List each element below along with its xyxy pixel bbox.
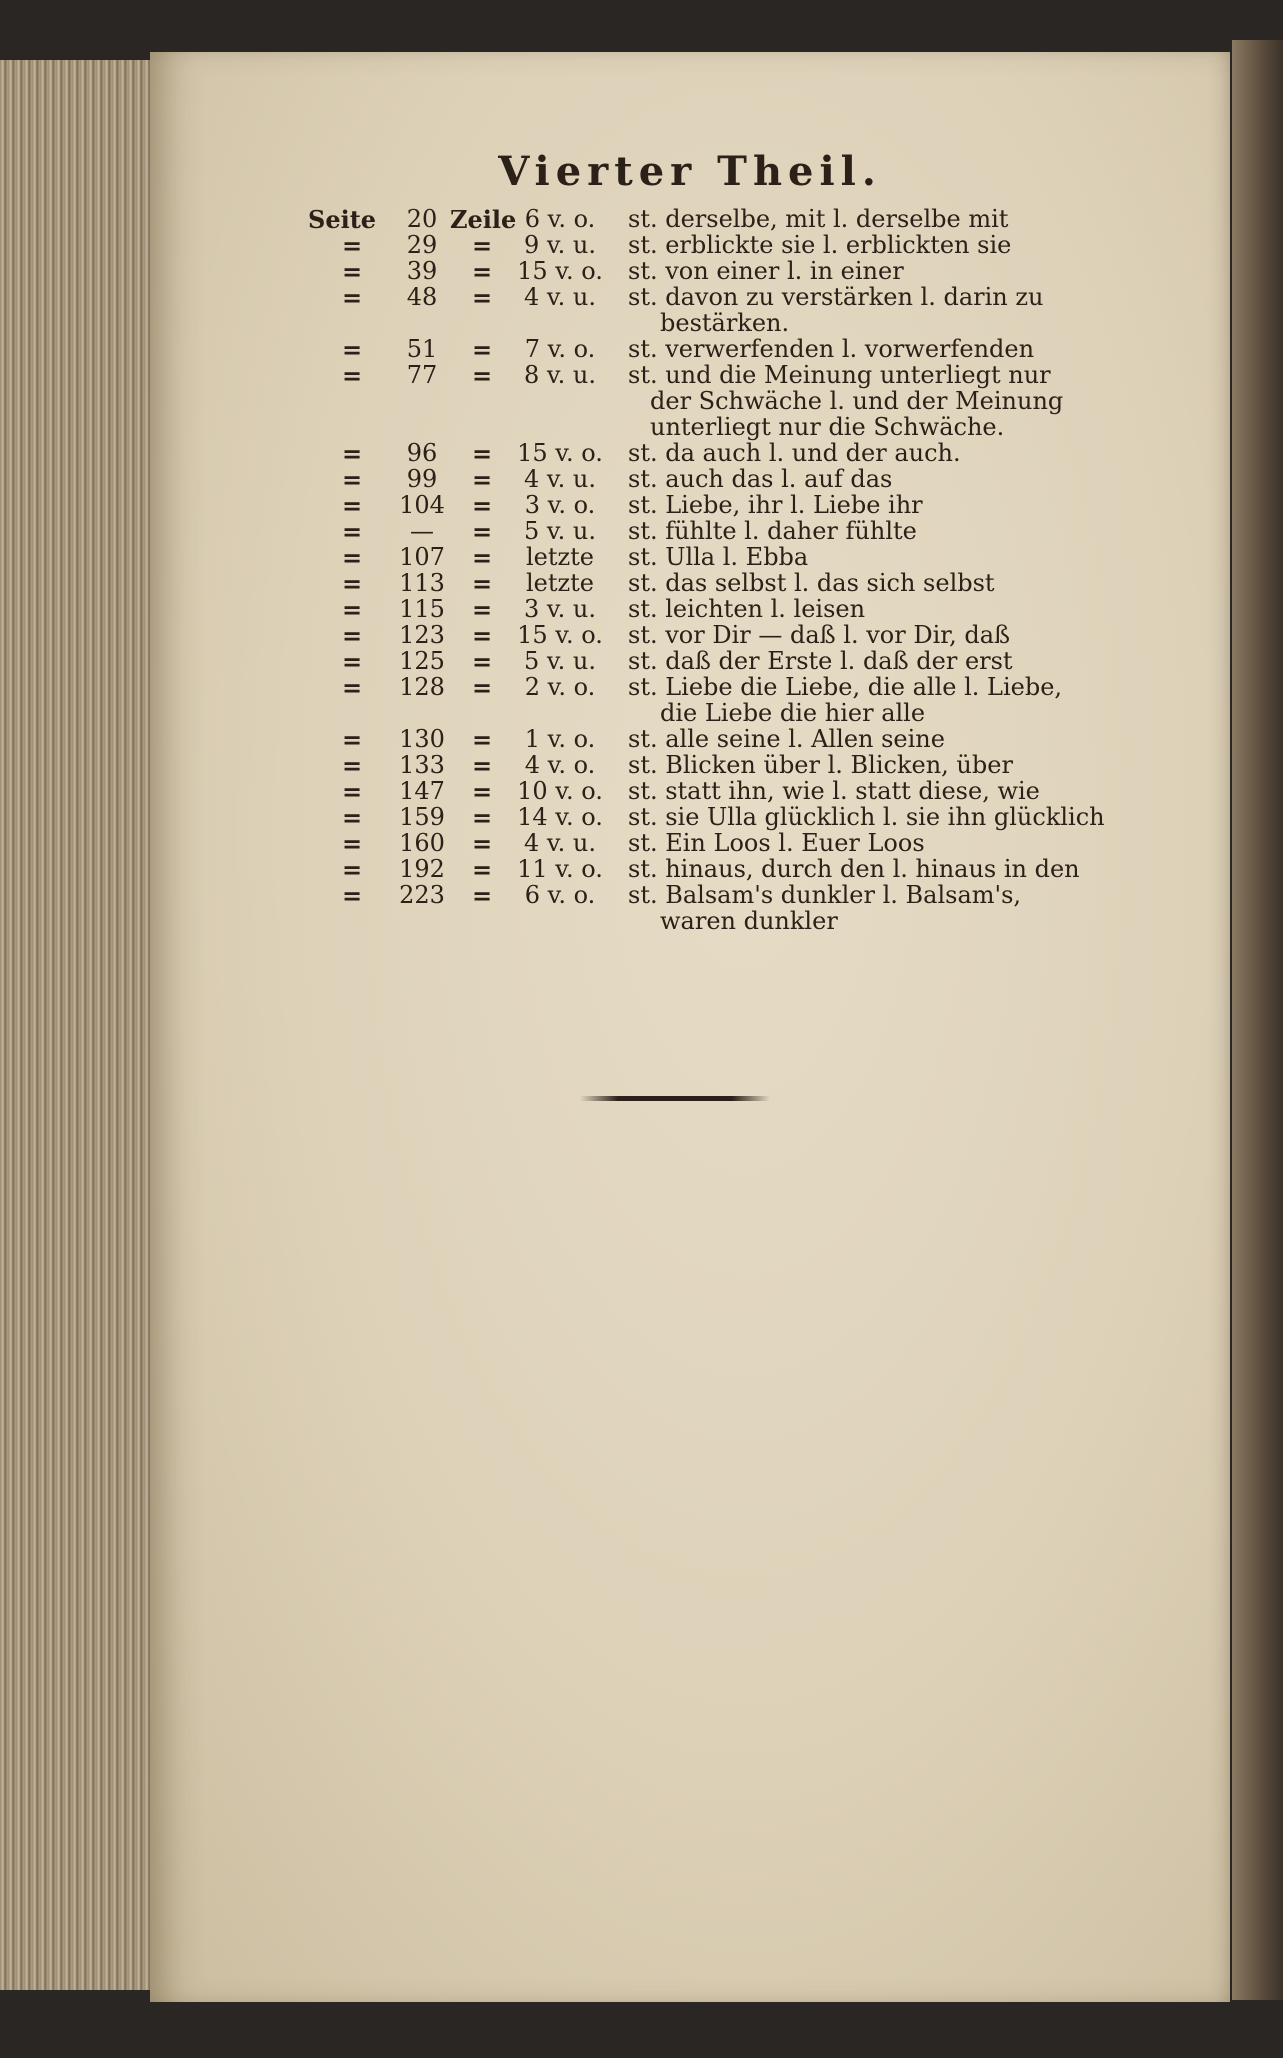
ditto-mark: = [472, 517, 493, 546]
page-number: 125 [399, 647, 445, 675]
errata-row [0, 595, 1283, 623]
correction-text: st. vor Dir — daß l. vor Dir, daß [628, 621, 1011, 649]
line-reference: 15 v. o. [517, 621, 603, 649]
ditto-mark: = [342, 855, 363, 884]
line-reference: 6 v. o. [524, 205, 596, 233]
ditto-mark: = [342, 439, 363, 468]
line-reference: 4 v. u. [524, 465, 596, 493]
ditto-mark: = [472, 491, 493, 520]
errata-row [0, 829, 1283, 857]
ditto-mark: = [342, 673, 363, 702]
errata-row [0, 283, 1283, 311]
correction-text: st. statt ihn, wie l. statt diese, wie [628, 777, 1040, 805]
correction-text: st. verwerfenden l. vorwerfenden [628, 335, 1035, 363]
correction-continuation: der Schwäche l. und der Meinung [650, 387, 1064, 415]
line-reference: 11 v. o. [517, 855, 603, 883]
ditto-mark: = [472, 621, 493, 650]
page-number: 223 [399, 881, 445, 909]
errata-row [0, 725, 1283, 753]
ditto-mark: = [472, 257, 493, 286]
correction-text: st. Blicken über l. Blicken, über [628, 751, 1013, 779]
errata-row [0, 647, 1283, 675]
line-reference: 4 v. u. [524, 283, 596, 311]
ditto-mark: = [342, 231, 363, 260]
line-reference: 3 v. u. [524, 595, 596, 623]
page-number: 77 [406, 361, 438, 389]
ditto-mark: = [342, 829, 363, 858]
correction-text: st. erblickte sie l. erblickten sie [628, 231, 1012, 259]
line-reference: 15 v. o. [517, 439, 603, 467]
page-number: 128 [399, 673, 445, 701]
errata-row [0, 491, 1283, 519]
ditto-mark: = [342, 335, 363, 364]
ditto-mark: = [472, 439, 493, 468]
ditto-mark: = [342, 361, 363, 390]
ditto-mark: = [342, 517, 363, 546]
errata-row [0, 335, 1283, 363]
line-reference: 14 v. o. [517, 803, 603, 831]
correction-text: st. sie Ulla glücklich l. sie ihn glücklich [628, 803, 1105, 831]
line-reference: 1 v. o. [524, 725, 596, 753]
errata-row [0, 881, 1283, 909]
line-reference: 6 v. o. [524, 881, 596, 909]
correction-text: st. daß der Erste l. daß der erst [628, 647, 1013, 675]
errata-row [0, 517, 1283, 545]
errata-row [0, 205, 1283, 233]
ditto-mark: = [342, 803, 363, 832]
page-number: 192 [399, 855, 445, 883]
page-number: 48 [406, 283, 438, 311]
line-reference: 5 v. u. [524, 647, 596, 675]
page-number: — [410, 517, 434, 545]
errata-row [0, 465, 1283, 493]
ditto-mark: = [342, 777, 363, 806]
errata-row [0, 569, 1283, 597]
line-reference: letzte [525, 543, 594, 571]
ditto-mark: = [472, 725, 493, 754]
correction-text: st. davon zu verstärken l. darin zu [628, 283, 1044, 311]
seite-label: Seite [308, 205, 377, 234]
correction-text: st. hinaus, durch den l. hinaus in den [628, 855, 1080, 883]
page-number: 29 [406, 231, 438, 259]
page-number: 113 [399, 569, 445, 597]
correction-continuation: waren dunkler [660, 907, 838, 935]
ditto-mark: = [472, 751, 493, 780]
page-number: 133 [399, 751, 445, 779]
correction-text: st. auch das l. auf das [628, 465, 893, 493]
correction-text: st. das selbst l. das sich selbst [628, 569, 995, 597]
correction-text: st. Balsam's dunkler l. Balsam's, [628, 881, 1022, 909]
correction-continuation: die Liebe die hier alle [660, 699, 926, 727]
zeile-label: Zeile [450, 205, 517, 234]
line-reference: 2 v. o. [524, 673, 596, 701]
ditto-mark: = [472, 777, 493, 806]
page-number: 123 [399, 621, 445, 649]
page-number: 159 [399, 803, 445, 831]
correction-text: st. Liebe die Liebe, die alle l. Liebe, [628, 673, 1063, 701]
binding-edge [1232, 40, 1283, 2000]
ditto-mark: = [342, 569, 363, 598]
page-number: 115 [399, 595, 445, 623]
ditto-mark: = [342, 491, 363, 520]
ditto-mark: = [472, 361, 493, 390]
ditto-mark: = [472, 803, 493, 832]
page-title: Vierter Theil. [498, 148, 882, 195]
line-reference: 7 v. o. [524, 335, 596, 363]
page-number: 96 [406, 439, 438, 467]
errata-row [0, 439, 1283, 467]
errata-row [0, 543, 1283, 571]
line-reference: 10 v. o. [517, 777, 603, 805]
errata-row [0, 621, 1283, 649]
ditto-mark: = [342, 283, 363, 312]
line-reference: letzte [525, 569, 594, 597]
page-number: 147 [399, 777, 445, 805]
line-reference: 4 v. o. [524, 751, 596, 779]
ditto-mark: = [342, 751, 363, 780]
ditto-mark: = [472, 595, 493, 624]
ditto-mark: = [472, 283, 493, 312]
correction-continuation: unterliegt nur die Schwäche. [650, 413, 1005, 441]
correction-continuation: bestärken. [660, 309, 790, 337]
section-rule [580, 1096, 770, 1101]
line-reference: 4 v. u. [524, 829, 596, 857]
ditto-mark: = [342, 621, 363, 650]
line-reference: 9 v. u. [524, 231, 596, 259]
errata-row [0, 855, 1283, 883]
correction-text: st. Ulla l. Ebba [628, 543, 809, 571]
ditto-mark: = [472, 829, 493, 858]
page-number: 51 [406, 335, 438, 363]
correction-text: st. Liebe, ihr l. Liebe ihr [628, 491, 923, 519]
ditto-mark: = [342, 257, 363, 286]
correction-text: st. alle seine l. Allen seine [628, 725, 945, 753]
ditto-mark: = [342, 725, 363, 754]
errata-row [0, 257, 1283, 285]
ditto-mark: = [472, 855, 493, 884]
page-number: 160 [399, 829, 445, 857]
ditto-mark: = [472, 543, 493, 572]
ditto-mark: = [472, 465, 493, 494]
ditto-mark: = [472, 335, 493, 364]
page-number: 107 [399, 543, 445, 571]
ditto-mark: = [342, 595, 363, 624]
ditto-mark: = [472, 647, 493, 676]
errata-row [0, 777, 1283, 805]
ditto-mark: = [342, 543, 363, 572]
correction-text: st. Ein Loos l. Euer Loos [628, 829, 925, 857]
page-number: 20 [406, 205, 438, 233]
errata-row [0, 231, 1283, 259]
errata-row [0, 673, 1283, 701]
ditto-mark: = [342, 647, 363, 676]
ditto-mark: = [472, 673, 493, 702]
line-reference: 5 v. u. [524, 517, 596, 545]
correction-text: st. von einer l. in einer [628, 257, 904, 285]
page-number: 99 [406, 465, 438, 493]
errata-row [0, 803, 1283, 831]
page-number: 130 [399, 725, 445, 753]
line-reference: 3 v. o. [524, 491, 596, 519]
line-reference: 8 v. u. [524, 361, 596, 389]
page-number: 104 [399, 491, 445, 519]
line-reference: 15 v. o. [517, 257, 603, 285]
ditto-mark: = [472, 881, 493, 910]
page-number: 39 [406, 257, 438, 285]
correction-text: st. leichten l. leisen [628, 595, 866, 623]
correction-text: st. und die Meinung unterliegt nur [628, 361, 1051, 389]
correction-text: st. da auch l. und der auch. [628, 439, 961, 467]
ditto-mark: = [342, 465, 363, 494]
correction-text: st. fühlte l. daher fühlte [628, 517, 917, 545]
ditto-mark: = [472, 231, 493, 260]
errata-row [0, 361, 1283, 389]
correction-text: st. derselbe, mit l. derselbe mit [628, 205, 1009, 233]
errata-row [0, 751, 1283, 779]
ditto-mark: = [472, 569, 493, 598]
ditto-mark: = [342, 881, 363, 910]
